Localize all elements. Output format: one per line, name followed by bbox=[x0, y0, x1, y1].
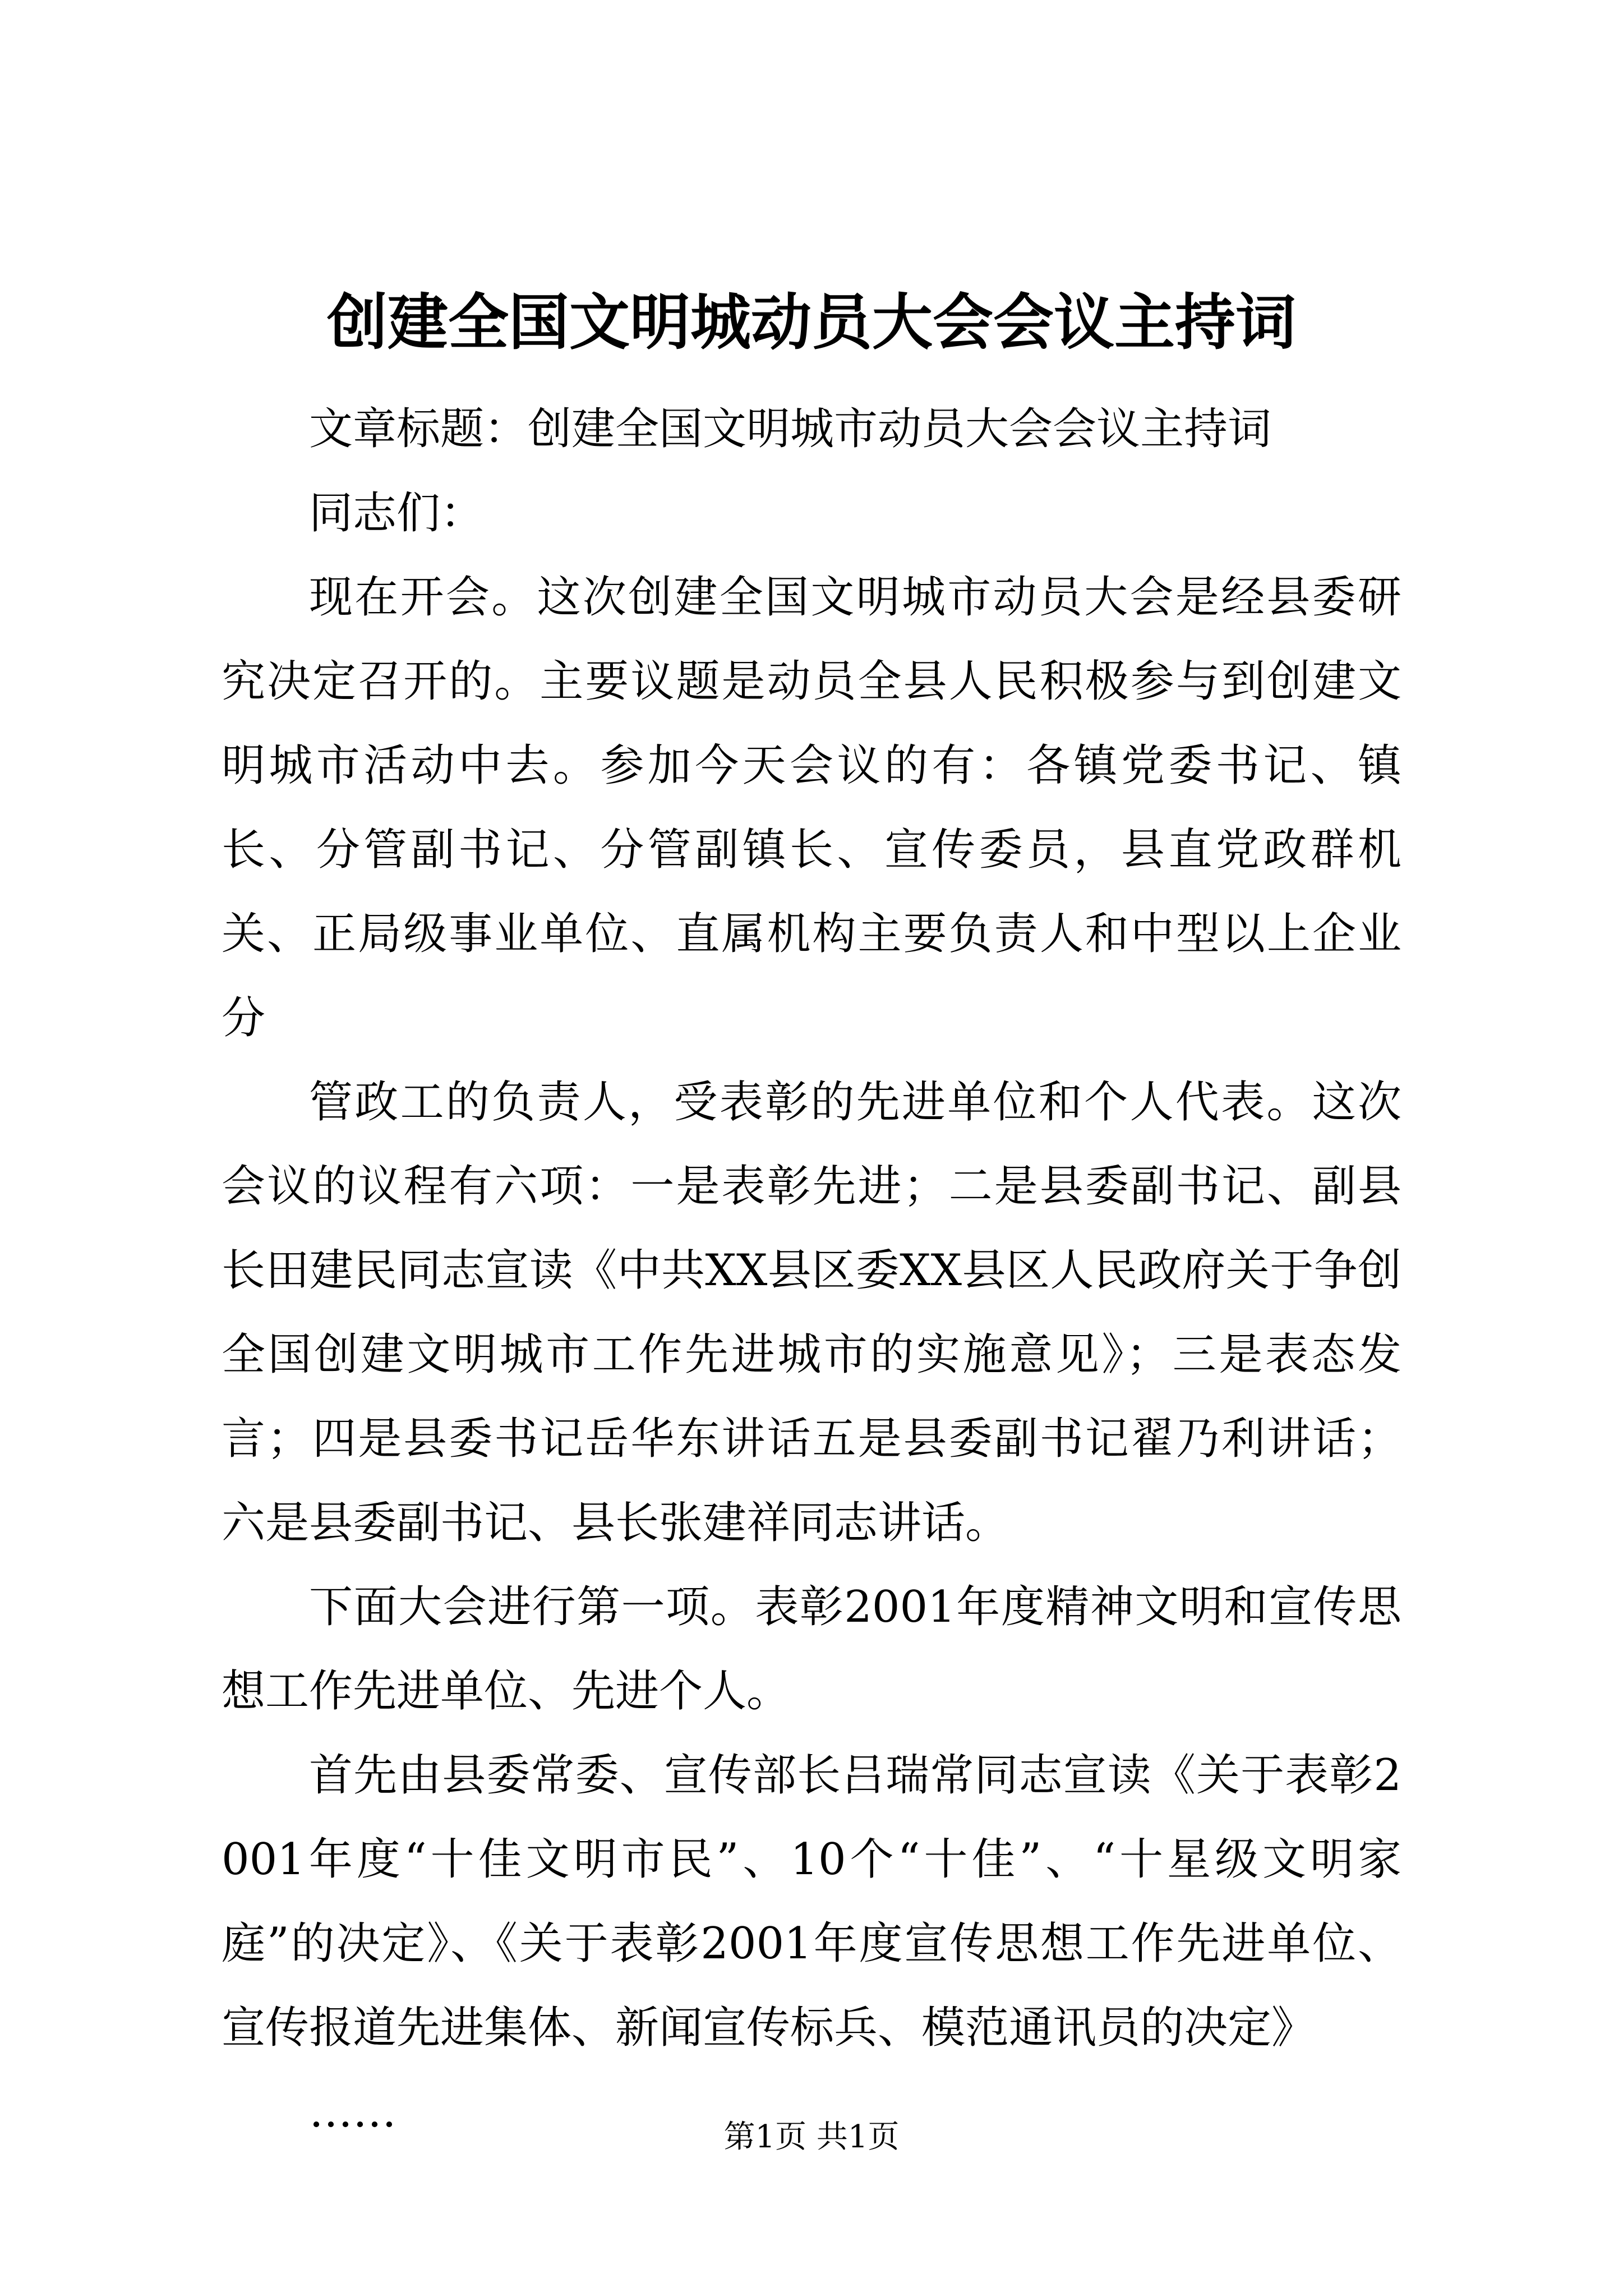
salutation: 同志们： bbox=[309, 488, 485, 539]
article-title-line: 文章标题：创建全国文明城市动员大会会议主持词 bbox=[309, 404, 1272, 454]
document-title: 创建全国文明城动员大会会议主持词 bbox=[326, 287, 1296, 358]
body-paragraph: 现在开会。这次创建全国文明城市动员大会是经县委研究决定召开的。主要议题是动员全县人民积极参与到创建文明城市活动中去。参加今天会议的有：各镇党委书记、镇长、分管副书记、分管副镇长、宣传委员，县直党政群机关、正局级事业单位、直属机构主要负责人和中型以上企业分 bbox=[222, 572, 1401, 1043]
body-paragraph: 首先由县委常委、宣传部长吕瑞常同志宣读《关于表彰2001年度“十佳文明市民”、10个“十佳”、“十星级文明家庭”的决定》、《关于表彰2001年度宣传思想工作先进单位、宣传报道先进集体、新闻宣传标兵、模范通讯员的决定》 bbox=[222, 1750, 1401, 2053]
body-paragraph: 管政工的负责人，受表彰的先进单位和个人代表。这次会议的议程有六项：一是表彰先进；二是县委副书记、副县长田建民同志宣读《中共XX县区委XX县区人民政府关于争创全国创建文明城市工作先进城市的实施意见》；三是表态发言；四是县委书记岳华东讲话五是县委副书记翟乃利讲话；六是县委副书记、县长张建祥同志讲话。 bbox=[222, 1077, 1401, 1548]
page-footer: 第1页 共1页 bbox=[723, 2119, 900, 2155]
ellipsis-line: …… bbox=[309, 2087, 396, 2137]
body-paragraph: 下面大会进行第一项。表彰2001年度精神文明和宣传思想工作先进单位、先进个人。 bbox=[222, 1582, 1401, 1717]
document-body bbox=[222, 387, 1401, 2154]
